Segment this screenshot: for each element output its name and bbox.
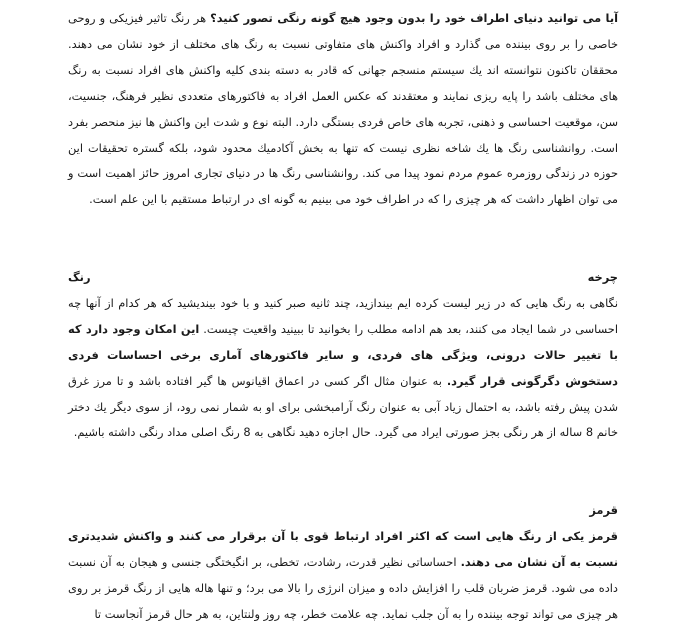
red-bold-text: قرمز یکی از رنگ هایی است که اکثر افراد ارتباط قوی با آن برقرار می کنند و واکنش شدیدتری نسبت به آن نشان می دهند.	[68, 529, 618, 569]
article-body	[68, 6, 618, 628]
color-wheel-text-2: به عنوان مثال اگر کسی در اعماق اقیانوس ها گیر افتاده باشد و تا مرز غرق شدن پیش رفته باشد، به احتمال زیاد آبی به عنوان رنگ آرامبخشی برای او به شمار نمی رود، از سوی دیگر یك دختر خانم 8 ساله از هر رنگی بجز صورتی ایراد می گیرد. حال اجازه دهید نگاهی به 8 رنگ اصلی مداد رنگی داشته باشیم.	[68, 373, 618, 440]
intro-question: آیا می توانید دنیای اطراف خود را بدون وجود هیچ گونه رنگی تصور کنید؟	[210, 11, 618, 25]
red-paragraph	[68, 524, 618, 628]
color-wheel-bold-text: این امکان وجود دارد که با تغییر حالات درونی، ویژگی های فردی، و سایر فاکتورهای آماری برخی احساسات فردی دستخوش دگرگونی قرار گیرد.	[68, 321, 619, 388]
section-heading-color-wheel: چرخه رنگ	[68, 270, 618, 285]
red-text: احساساتی نظیر قدرت، رشادت، تخطی، بر انگیختگی جنسی و هیجان به آن نسبت داده می شود. قرمز ضربان قلب را افزایش داده و میزان انرژی را بالا می برد؛ و تنها هاله هایی از رنگ قرمز بر روی هر چیزی می تواند توجه بیننده را به آن جلب نماید. چه علامت خطر، چه روز ولنتاین، به هر حال قرمز آنجاست تا	[68, 555, 618, 621]
intro-text: هر رنگ تاثیر فیزیکی و روحی خاصی را بر روی بیننده می گذارد و افراد واکنش های متفاوتی نسبت به رنگ های مختلف از خود نشان می دهند. محققان تاکنون نتوانسته اند یك سیستم منسجم جهانی که قادر به دسته بندی کلیه واکنش های افراد نسبت به رنگ های مختلف باشد را پایه ریزی نمایند و معتقدند که عکس العمل افراد به فاکتورهای متعددی نظیر فرهنگ، جنسیت، سن، موقعیت احساسی و ذهنی، تجربه های خاص فردی بستگی دارد. البته نوع و شدت این واکنش ها نیز منحصر بفرد است. روانشناسی رنگ ها یك شاخه نظری نیست که تنها به بخش آکادمیك محدود شود، بلکه گستره تحقیقات این حوزه در زندگی روزمره عموم مردم نمود پیدا می کند. روانشناسی رنگ ها در دنیای تجاری امروز حائز اهمیت است و می توان اظهار داشت که هر چیزی را که در اطراف خود می بینیم به گونه ای در ارتباط مستقیم با این علم است.	[68, 11, 618, 207]
section-heading-red: قرمز	[589, 503, 618, 518]
section-spacer	[68, 213, 618, 265]
color-wheel-paragraph	[68, 291, 618, 446]
section-spacer	[68, 446, 618, 498]
intro-paragraph	[68, 6, 618, 213]
color-wheel-text-1: نگاهی به رنگ هایی که در زیر لیست کرده ایم بیندازید، چند ثانیه صبر کنید و با خود بیندیشید که هر کدام از آنها چه احساسی در شما ایجاد می کنند، بعد هم ادامه مطلب را بخوانید تا ببینید واقعیت چیست.	[68, 295, 618, 336]
